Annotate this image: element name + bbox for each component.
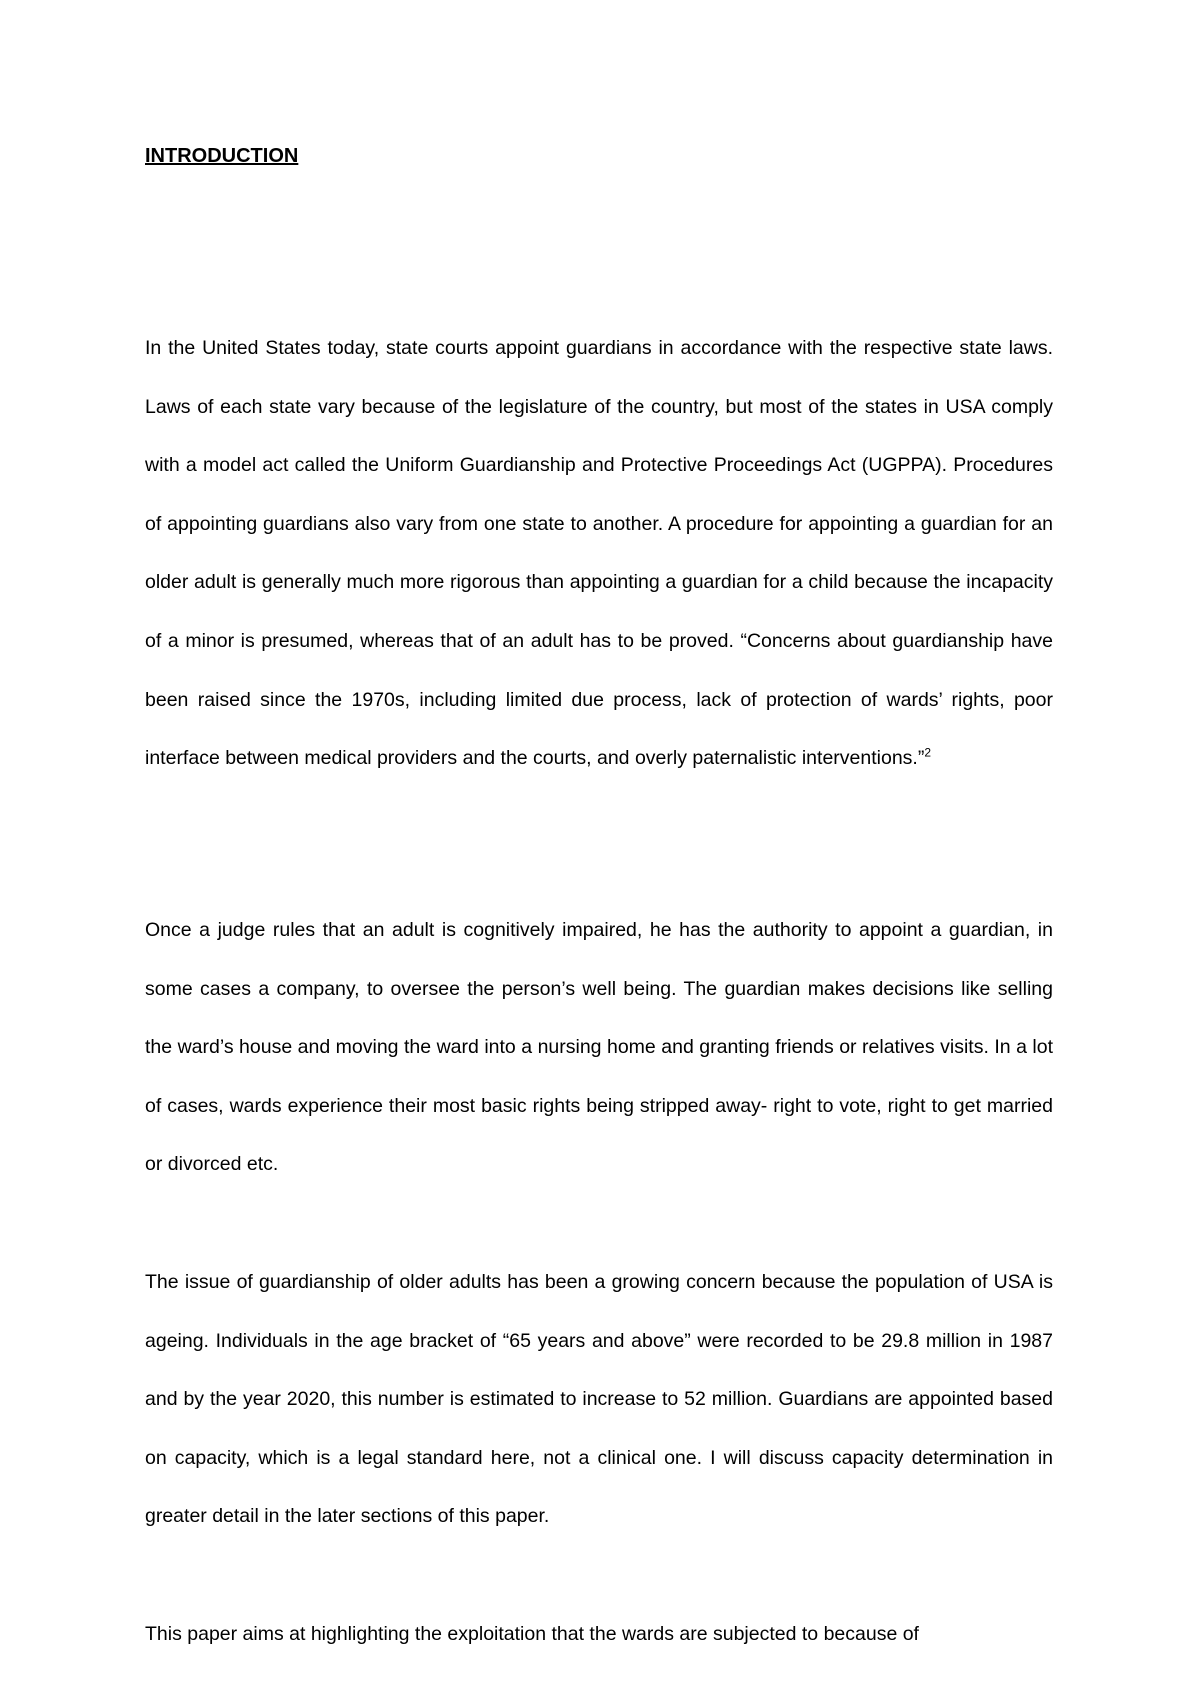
paragraph-1 xyxy=(145,319,1053,788)
paragraph-4: This paper aims at highlighting the exploitation that the wards are subjected to because of xyxy=(145,1623,919,1645)
paragraph-3: The issue of guardianship of older adults has been a growing concern because the population of USA is ageing. Individuals in the age bracket of “65 years and above” were recorded to be 29.8 million in 1987 and by the year 2020, this number is estimated to increase to 52 million. Guardians are appointed based on capacity, which is a legal standard here, not a clinical one. I will discuss capacity determination in greater detail in the later sections of this paper. xyxy=(145,1271,1053,1528)
footnote-marker[interactable]: 2 xyxy=(924,745,932,760)
paragraph-1-text: In the United States today, state courts appoint guardians in accordance with the respective state laws. Laws of each state vary because of the legislature of the country, but most of the states in USA comply with a model act called the Uniform Guardianship and Protective Proceedings Act (UGPPA). Procedures of appointing guardians also vary from one state to another. A procedure for appointing a guardian for an older adult is generally much more rigorous than appointing a guardian for a child because the incapacity of a minor is presumed, whereas that of an adult has to be proved. “Concerns about guardianship have been raised since the 1970s, including limited due process, lack of protection of wards’ rights, poor interface between medical providers and the courts, and overly paternalistic interventions.” xyxy=(145,337,1053,770)
section-heading: INTRODUCTION xyxy=(145,145,299,167)
paragraph-2: Once a judge rules that an adult is cognitively impaired, he has the authority to appoint a guardian, in some cases a company, to oversee the person’s well being. The guardian makes decisions like selling the ward’s house and moving the ward into a nursing home and granting friends or relatives visits. In a lot of cases, wards experience their most basic rights being stripped away- right to vote, right to get married or divorced etc. xyxy=(145,919,1053,1176)
